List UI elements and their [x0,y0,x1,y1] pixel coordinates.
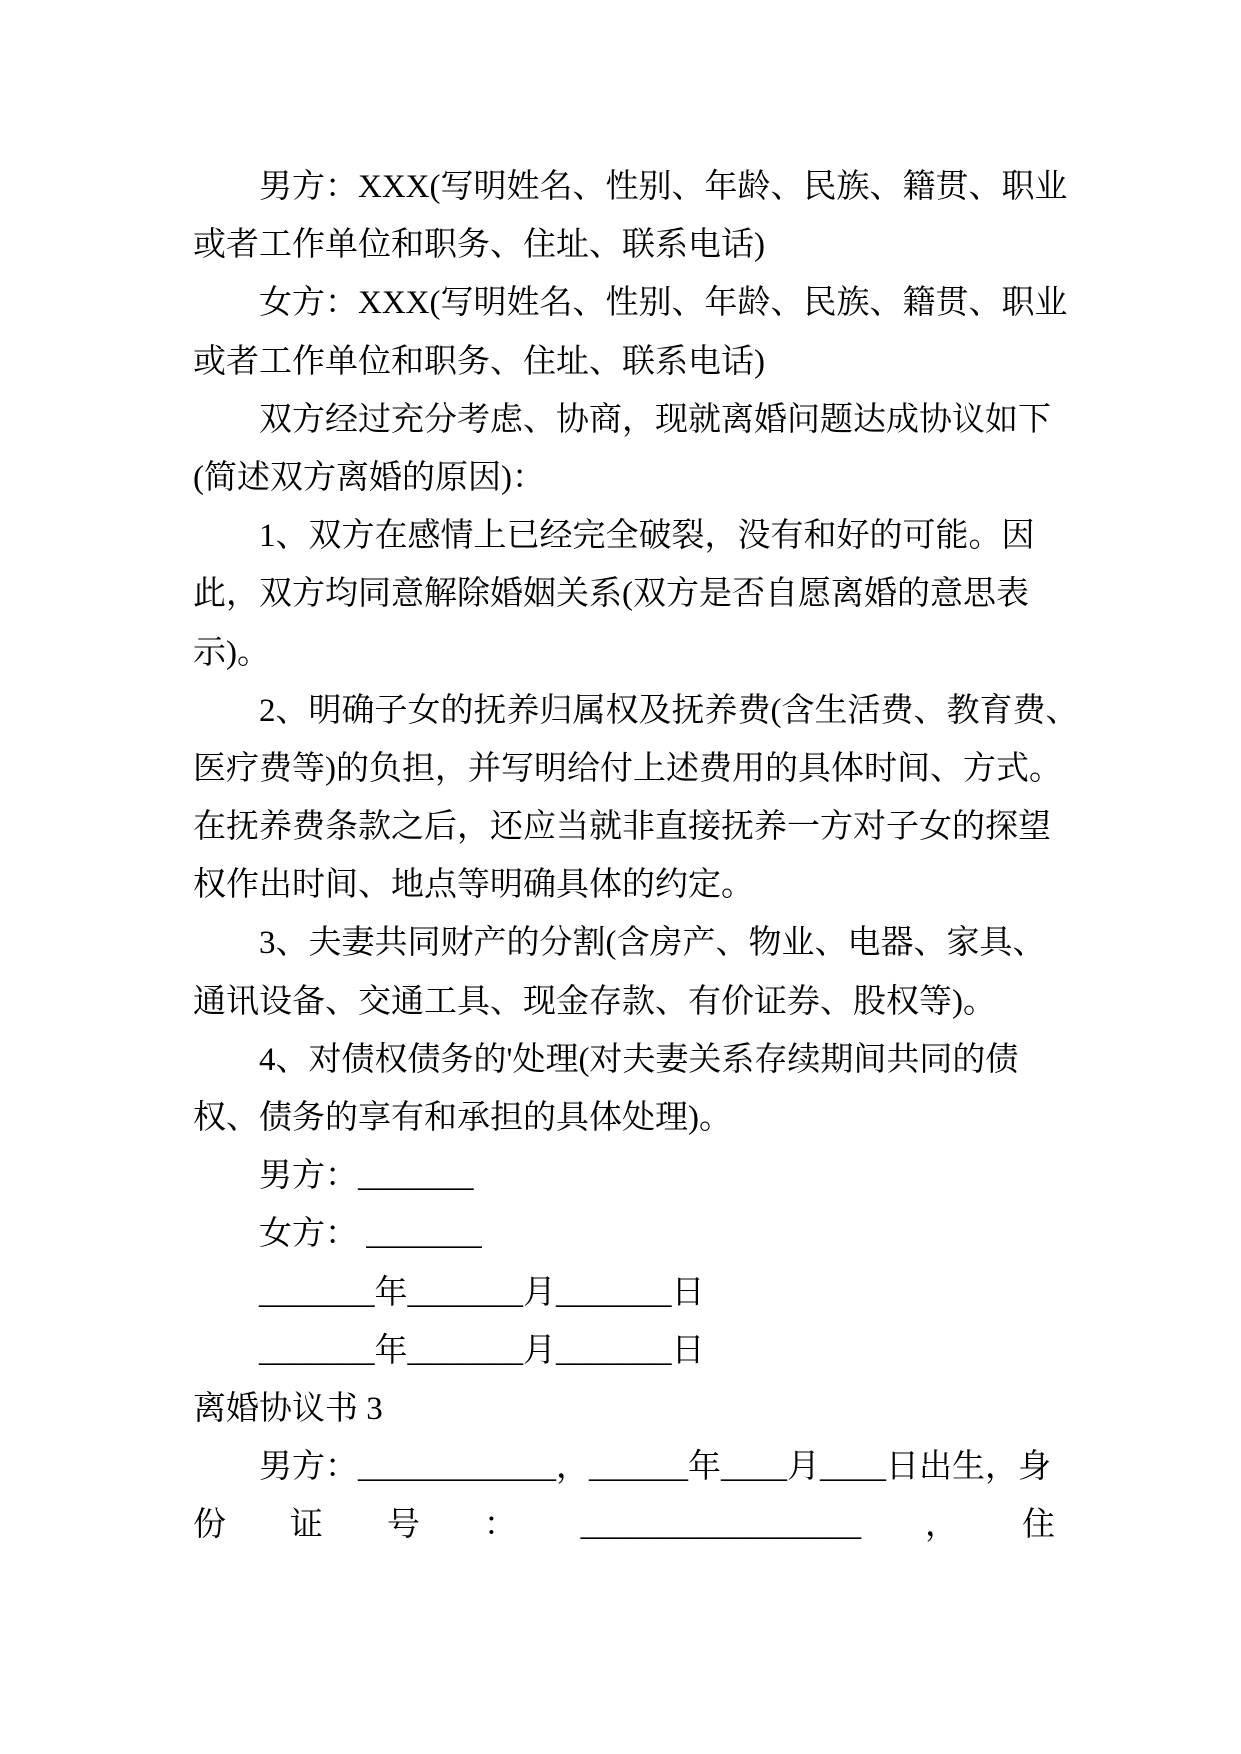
preamble-paragraph [193,391,1055,507]
male-party-line-1: 男方：XXX(写明姓名、性别、年龄、民族、籍贯、职业 [259,169,1068,205]
female-party-line-2: 或者工作单位和职务、住址、联系电话) [193,343,765,380]
clause-3-line-2: 通讯设备、交通工具、现金存款、有价证券、股权等)。 [193,983,996,1020]
clause-1-paragraph [193,507,1055,682]
id-line-char: 住 [1021,1507,1055,1544]
male-party-line-2: 或者工作单位和职务、住址、联系电话) [193,227,765,264]
clause-4-paragraph [193,1031,1055,1147]
id-line-char: 份 [193,1507,226,1544]
id-number-blank: _________________ [580,1507,862,1544]
clause-1-line-2: 此，双方均同意解除婚姻关系(双方是否自愿离婚的意思表 [193,576,1029,613]
clause-2-paragraph [193,682,1079,915]
signature-date-line-2: _______年_______月_______日 [259,1332,705,1369]
next-section-male-line: 男方：____________，______年____月____日出生，身 [259,1449,1051,1486]
male-signature-line: 男方：_______ [259,1158,474,1195]
clause-3-paragraph [193,914,1055,1030]
clause-2-line-1: 2、明确子女的抚养归属权及抚养费(含生活费、教育费、 [259,692,1079,729]
clause-4-line-2: 权、债务的享有和承担的具体处理)。 [193,1100,732,1136]
document-body [193,158,1079,1555]
clause-3-line-1: 3、夫妻共同财产的分割(含房产、物业、电器、家具、 [259,925,1046,962]
clause-2-line-2: 医疗费等)的负担，并写明给付上述费用的具体时间、方式。 [193,750,1062,787]
clause-4-line-1: 4、对债权债务的'处理(对夫妻关系存续期间共同的债 [259,1041,1019,1078]
signature-block [193,1147,1055,1380]
female-party-paragraph [193,274,1068,390]
female-party-line-1: 女方：XXX(写明姓名、性别、年龄、民族、籍贯、职业 [259,285,1068,322]
male-party-paragraph [193,158,1068,274]
preamble-line-2: (简述双方离婚的原因)： [193,459,545,496]
id-line-colon: ： [483,1507,517,1544]
clause-1-line-1: 1、双方在感情上已经完全破裂，没有和好的可能。因 [259,518,1035,555]
female-signature-line: 女方： _______ [259,1216,482,1253]
section-title: 离婚协议书 3 [193,1390,383,1427]
next-section-male-paragraph [193,1438,1055,1554]
id-line-char: 号 [386,1507,420,1544]
id-number-line [193,1496,1055,1554]
clause-2-line-3: 在抚养费条款之后，还应当就非直接抚养一方对子女的探望 [193,809,1051,846]
id-line-comma: ， [925,1507,959,1544]
clause-1-line-3: 示)。 [193,634,270,671]
id-line-char: 证 [289,1507,323,1544]
clause-2-line-4: 权作出时间、地点等明确具体的约定。 [193,867,754,904]
signature-date-line-1: _______年_______月_______日 [259,1274,705,1311]
preamble-line-1: 双方经过充分考虑、协商，现就离婚问题达成协议如下 [259,401,1051,438]
